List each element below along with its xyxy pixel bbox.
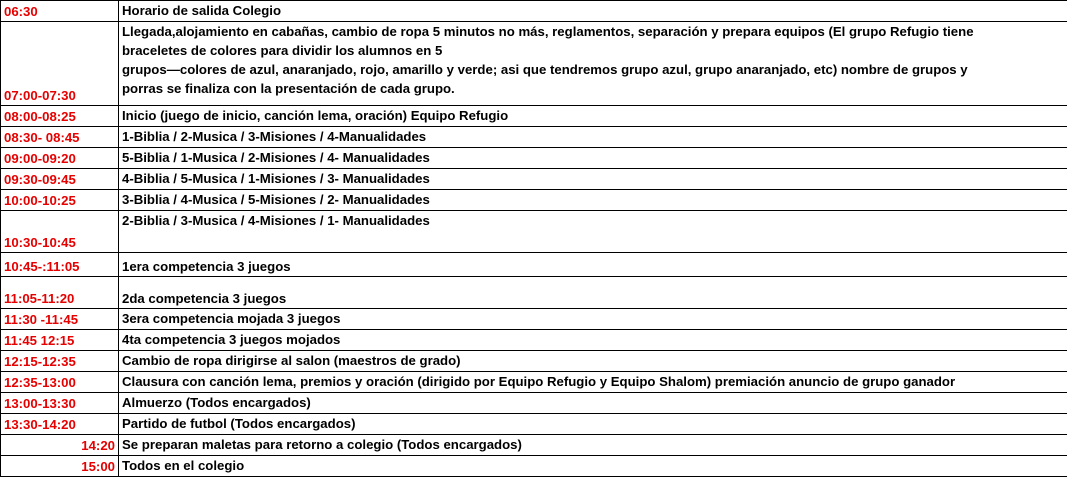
table-row [1, 169, 1067, 190]
activity-text: 3era competencia mojada 3 juegos [122, 309, 1064, 328]
activity-text: Almuerzo (Todos encargados) [122, 393, 1064, 412]
time-cell: 12:15-12:35 [1, 351, 119, 372]
activity-text: 1era competencia 3 juegos [122, 257, 1064, 276]
activity-text: Se preparan maletas para retorno a colegio (Todos encargados) [122, 435, 1064, 454]
table-row [1, 127, 1067, 148]
activity-text: Partido de futbol (Todos encargados) [122, 414, 1064, 433]
table-row [1, 148, 1067, 169]
activity-text: Cambio de ropa dirigirse al salon (maestros de grado) [122, 351, 1064, 370]
time-cell: 14:20 [1, 435, 119, 456]
table-row [1, 309, 1067, 330]
activity-cell [119, 351, 1067, 372]
activity-cell [119, 435, 1067, 456]
activity-cell [119, 456, 1067, 477]
table-row [1, 190, 1067, 211]
activity-cell [119, 372, 1067, 393]
activity-text: 2da competencia 3 juegos [122, 289, 1064, 308]
activity-cell [119, 169, 1067, 190]
table-row [1, 106, 1067, 127]
activity-text: 1-Biblia / 2-Musica / 3-Misiones / 4-Manualidades [122, 127, 1064, 146]
activity-cell [119, 253, 1067, 277]
table-row [1, 330, 1067, 351]
activity-text: 4ta competencia 3 juegos mojados [122, 330, 1064, 349]
time-cell: 10:45-:11:05 [1, 253, 119, 277]
table-row [1, 372, 1067, 393]
table-row [1, 351, 1067, 372]
time-cell: 12:35-13:00 [1, 372, 119, 393]
time-cell: 07:00-07:30 [1, 22, 119, 106]
table-row [1, 211, 1067, 253]
time-cell: 10:30-10:45 [1, 211, 119, 253]
activity-cell [119, 330, 1067, 351]
time-cell: 15:00 [1, 456, 119, 477]
time-cell: 10:00-10:25 [1, 190, 119, 211]
time-cell: 11:30 -11:45 [1, 309, 119, 330]
table-row [1, 435, 1067, 456]
activity-cell [119, 309, 1067, 330]
table-row [1, 393, 1067, 414]
activity-text: Llegada,alojamiento en cabañas, cambio de ropa 5 minutos no más, reglamentos, separación y prepara equipos (El grupo Refugio tiene [122, 22, 1064, 41]
table-row [1, 456, 1067, 477]
activity-text: grupos—colores de azul, anaranjado, rojo, amarillo y verde; asi que tendremos grupo azul, grupo anaranjado, etc) nombre de grupos y [122, 60, 1064, 79]
activity-cell [119, 414, 1067, 435]
table-row [1, 277, 1067, 309]
table-row [1, 414, 1067, 435]
time-cell: 09:00-09:20 [1, 148, 119, 169]
activity-text: braceletes de colores para dividir los alumnos en 5 [122, 41, 1064, 60]
activity-text: 5-Biblia / 1-Musica / 2-Misiones / 4- Manualidades [122, 148, 1064, 167]
activity-cell [119, 22, 1067, 106]
table-row [1, 1, 1067, 22]
activity-cell [119, 277, 1067, 309]
table-row [1, 22, 1067, 106]
time-cell: 11:05-11:20 [1, 277, 119, 309]
activity-cell [119, 106, 1067, 127]
activity-cell [119, 127, 1067, 148]
table-row [1, 253, 1067, 277]
activity-text: 2-Biblia / 3-Musica / 4-Misiones / 1- Manualidades [122, 211, 1064, 230]
activity-text: 4-Biblia / 5-Musica / 1-Misiones / 3- Manualidades [122, 169, 1064, 188]
activity-cell [119, 393, 1067, 414]
activity-cell [119, 211, 1067, 253]
activity-text: 3-Biblia / 4-Musica / 5-Misiones / 2- Manualidades [122, 190, 1064, 209]
activity-text: Horario de salida Colegio [122, 1, 1064, 20]
time-cell: 08:00-08:25 [1, 106, 119, 127]
time-cell: 08:30- 08:45 [1, 127, 119, 148]
activity-text: porras se finaliza con la presentación de cada grupo. [122, 79, 1064, 98]
activity-text: Inicio (juego de inicio, canción lema, oración) Equipo Refugio [122, 106, 1064, 125]
time-cell: 09:30-09:45 [1, 169, 119, 190]
activity-text: Clausura con canción lema, premios y oración (dirigido por Equipo Refugio y Equipo Shalom) premiación anuncio de grupo ganador [122, 372, 1064, 391]
time-cell: 13:30-14:20 [1, 414, 119, 435]
activity-cell [119, 190, 1067, 211]
time-cell: 13:00-13:30 [1, 393, 119, 414]
activity-cell [119, 1, 1067, 22]
time-cell: 11:45 12:15 [1, 330, 119, 351]
activity-text: Todos en el colegio [122, 456, 1064, 475]
activity-cell [119, 148, 1067, 169]
time-cell: 06:30 [1, 1, 119, 22]
